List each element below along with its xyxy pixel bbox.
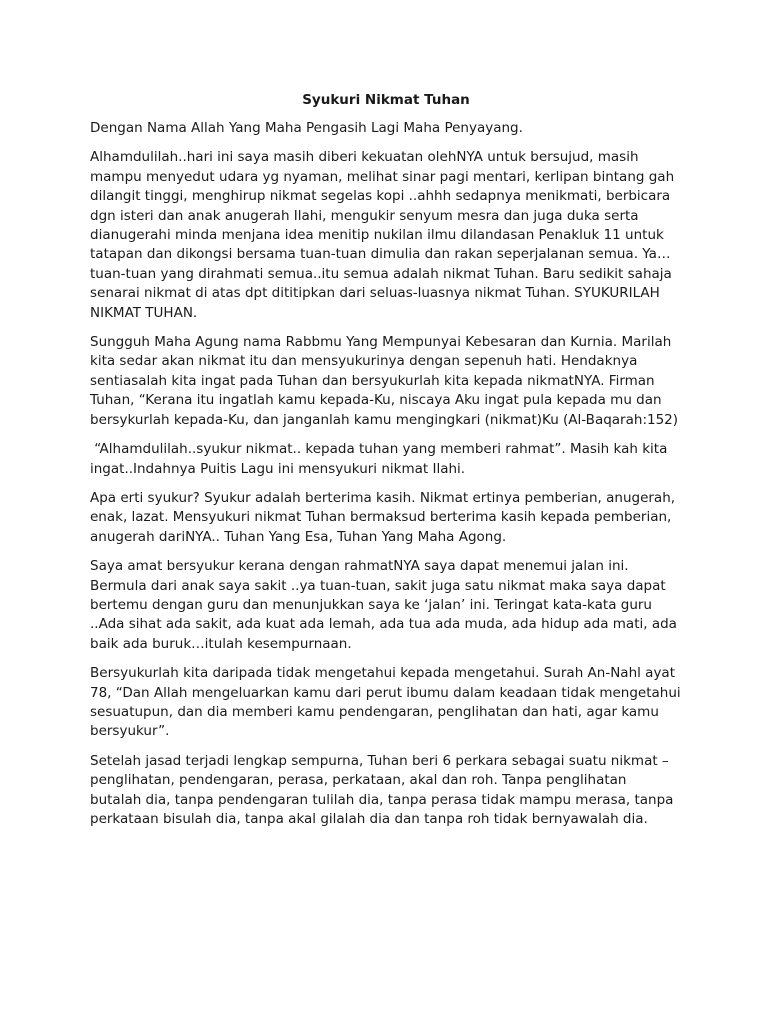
paragraph: Bersyukurlah kita daripada tidak mengetahui kepada mengetahui. Surah An-Nahl ayat 78, “Dan Allah mengeluarkan kamu dari perut ibumu dalam keadaan tidak mengetahui sesuatupun, dan dia memberi kamu pendengaran, penglihatan dan hati, agar kamu bersyukur”. xyxy=(90,665,681,740)
paragraph: Saya amat bersyukur kerana dengan rahmatNYA saya dapat menemui jalan ini. Bermula dari anak saya sakit ..ya tuan-tuan, sakit juga satu nikmat maka saya dapat bertemu dengan guru dan menunjukkan saya ke ‘jalan’ ini. Teringat kata-kata guru ..Ada sihat ada sakit, ada kuat ada lemah, ada tua ada muda, ada hidup ada mati, ada baik ada buruk…itulah kesempurnaan. xyxy=(90,558,677,652)
document-body xyxy=(90,90,682,839)
document-title: Syukuri Nikmat Tuhan xyxy=(302,92,470,108)
paragraph: Setelah jasad terjadi lengkap sempurna, Tuhan beri 6 perkara sebagai suatu nikmat – penglihatan, pendengaran, perasa, perkataan, akal dan roh. Tanpa penglihatan butalah dia, tanpa pendengaran tulilah dia, tanpa perasa tidak mampu merasa, tanpa perkataan bisulah dia, tanpa akal gilalah dia dan tanpa roh tidak bernyawalah dia. xyxy=(90,752,674,827)
paragraph: Sungguh Maha Agung nama Rabbmu Yang Mempunyai Kebesaran dan Kurnia. Marilah kita sedar akan nikmat itu dan mensyukurinya dengan sepenuh hati. Hendaknya sentiasalah kita ingat pada Tuhan dan bersyukurlah kita kepada nikmatNYA. Firman Tuhan, “Kerana itu ingatlah kamu kepada-Ku, niscaya Aku ingat pula kepada mu dan bersykurlah kepada-Ku, dan janganlah kamu mengingkari (nikmat)Ku (Al-Baqarah:152) xyxy=(90,334,679,428)
paragraph-opening: Dengan Nama Allah Yang Maha Pengasih Lagi Maha Penyayang. xyxy=(90,120,523,136)
paragraph: Apa erti syukur? Syukur adalah berterima kasih. Nikmat ertinya pemberian, anugerah, enak, lazat. Mensyukuri nikmat Tuhan bermaksud berterima kasih kepada pemberian, anugerah dariNYA.. Tuhan Yang Esa, Tuhan Yang Maha Agong. xyxy=(90,489,676,545)
paragraph-song-quote: “Alhamdulilah..syukur nikmat.. kepada tuhan yang memberi rahmat”. Masih kah kita ingat..Indahnya Puitis Lagu ini mensyukuri nikmat Ilahi. xyxy=(90,441,672,477)
paragraph: Alhamdulilah..hari ini saya masih diberi kekuatan olehNYA untuk bersujud, masih mampu menyedut udara yg nyaman, melihat sinar pagi mentari, kerlipan bintang gah dilangit tinggi, menghirup nikmat segelas kopi ..ahhh sedapnya menikmati, berbicara dgn isteri dan anak anugerah Ilahi, mengukir senyum mesra dan juga duka serta dianugerahi minda menjana idea menitip nukilan ilmu dilandasan Penakluk 11 untuk tatapan dan dikongsi bersama tuan-tuan dimulia dan rakan seperjalanan semua. Ya… tuan-tuan yang dirahmati semua..itu semua adalah nikmat Tuhan. Baru sedikit sahaja senarai nikmat di atas dpt dititipkan dari seluas-luasnya nikmat Tuhan. SYUKURILAH NIKMAT TUHAN. xyxy=(90,149,675,321)
